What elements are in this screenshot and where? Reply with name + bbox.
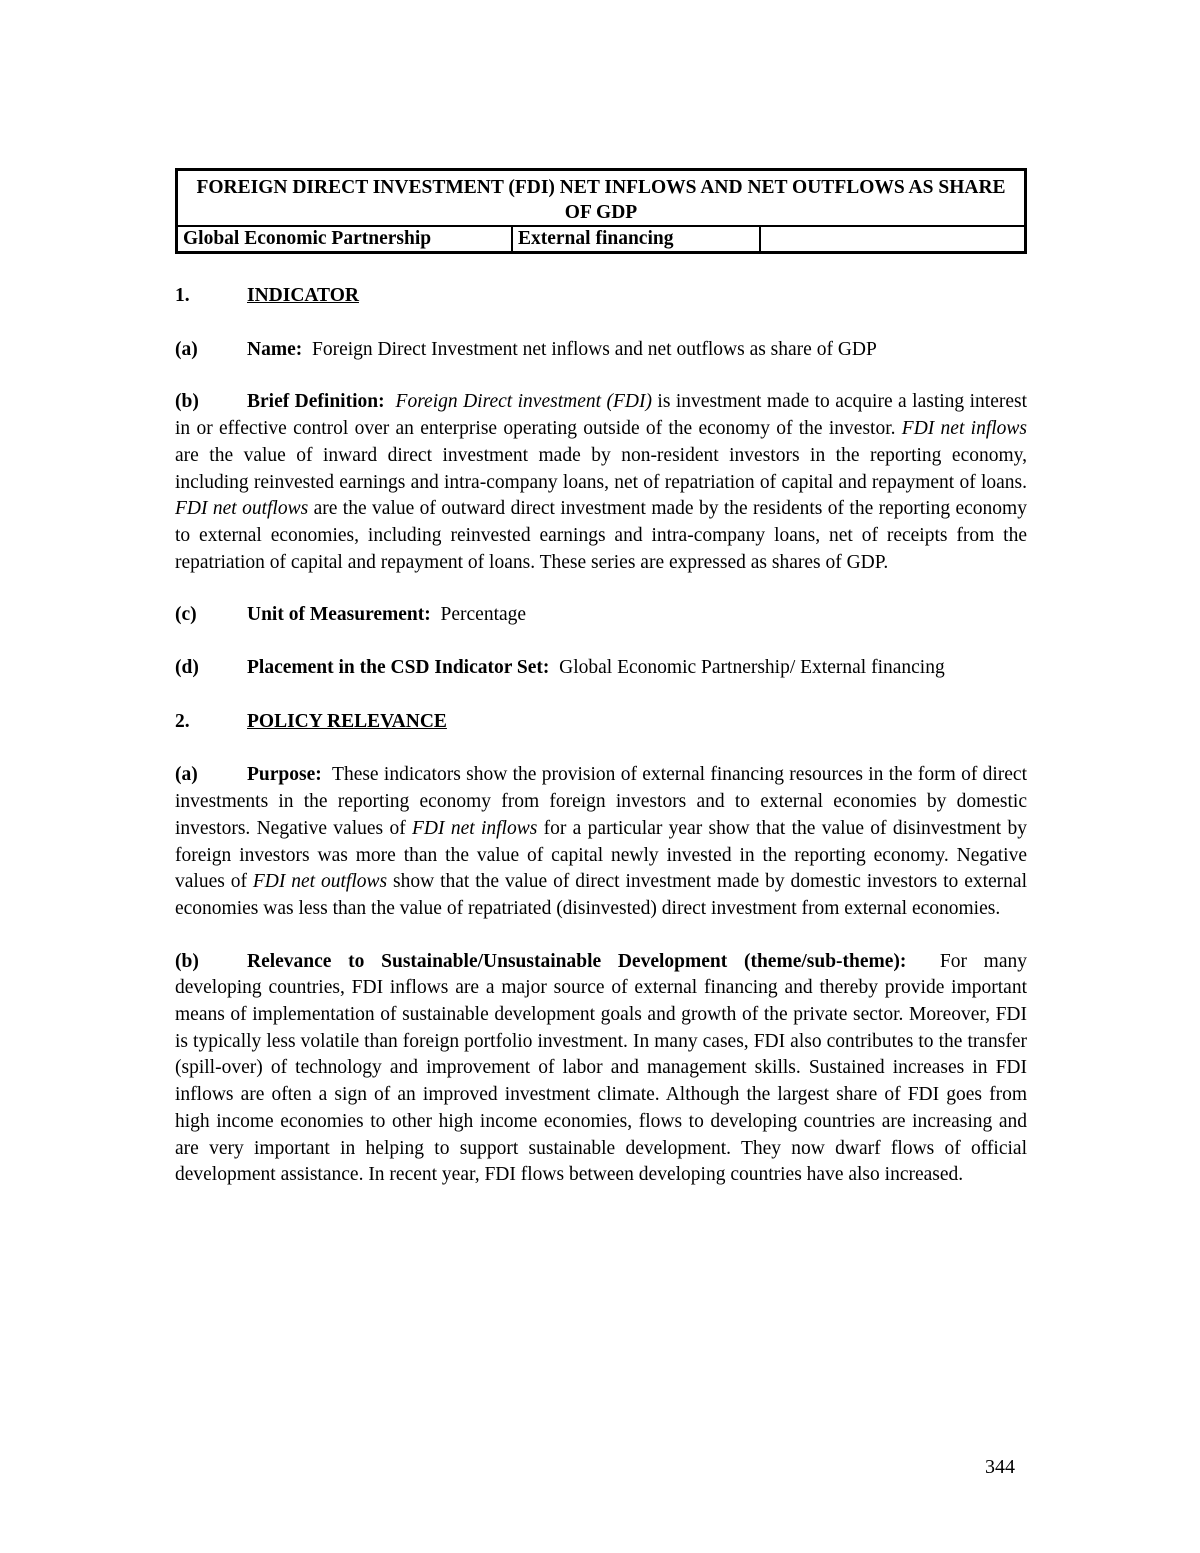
purpose-text-3: show that the value of direct investment made by domestic investors to external economies was less than the value of repatriated (disinvested) direct investment from external economies.: [175, 871, 1027, 919]
item-text: Global Economic Partnership/ External financing: [559, 657, 945, 679]
fdi-net-outflows-term: FDI net outflows: [175, 498, 309, 520]
indicator-header-table: [175, 168, 1027, 254]
name-item: [175, 337, 1027, 364]
fdi-net-inflows-term: FDI net inflows: [901, 418, 1027, 440]
item-label: (b): [175, 391, 199, 413]
item-term: Placement in the CSD Indicator Set:: [247, 657, 550, 679]
empty-cell: [760, 226, 1026, 253]
item-label: (c): [175, 604, 197, 626]
page-number: 344: [985, 1456, 1015, 1478]
fdi-net-inflows-term: FDI net inflows: [412, 817, 538, 839]
definition-text-3: are the value of outward direct investment made by the residents of the reporting economy to external economies, including reinvested earnings and intra-company loans, net of receipts from the repatriation of capital and repayment of loans. These series are expressed as shares of GDP.: [175, 498, 1027, 573]
definition-text-1: is investment made to acquire a lasting interest in or effective control over an enterprise operating outside of the economy of the investor.: [175, 391, 1028, 440]
relevance-item: [175, 949, 1027, 1189]
section-1-heading: [175, 283, 1027, 310]
item-term: Unit of Measurement:: [247, 604, 431, 626]
section-2-heading: [175, 709, 1027, 736]
section-2-number: 2.: [175, 710, 190, 732]
item-label: (d): [175, 657, 199, 679]
fdi-net-outflows-term: FDI net outflows: [252, 871, 388, 893]
brief-definition-item: [175, 389, 1027, 576]
section-2-title: POLICY RELEVANCE: [247, 710, 447, 732]
item-term: Purpose:: [247, 764, 322, 786]
item-label: (b): [175, 950, 199, 972]
placement-item: [175, 655, 1027, 682]
item-text: For many developing countries, FDI inflows are a major source of external financing and thereby provide important means of implementation of sustainable development goals and growth of the private sector. Moreover, FDI is typically less volatile than foreign portfolio investment. In many cases, FDI also contributes to the transfer (spill-over) of technology and improvement of labor and management skills. Sustained increases in FDI inflows are often a sign of an improved investment climate. Although the largest share of FDI goes from high income economies to other high income economies, flows to developing countries are increasing and are very important in helping to support sustainable development. They now dwarf flows of official development assistance. In recent year, FDI flows between developing countries have also increased.: [175, 950, 1027, 1186]
item-term: Name:: [247, 338, 303, 360]
indicator-title: FOREIGN DIRECT INVESTMENT (FDI) NET INFLOWS AND NET OUTFLOWS AS SHARE OF GDP: [177, 170, 1026, 227]
item-label: (a): [175, 338, 198, 360]
unit-of-measurement-item: [175, 602, 1027, 629]
fdi-term: Foreign Direct investment (FDI): [395, 391, 652, 413]
purpose-text-2: for a particular year show that the value of disinvestment by foreign investors was more than the value of capital newly invested in the reporting economy. Negative values of: [175, 817, 1027, 893]
purpose-text-1: These indicators show the provision of external financing resources in the form of direct investments in the reporting economy from foreign investors and to external economies by domestic investors. Negative values of: [175, 764, 1028, 839]
item-term: Relevance to Sustainable/Unsustainable Development (theme/sub-theme):: [247, 950, 907, 972]
definition-text-2: are the value of inward direct investment made by non-resident investors in the reporting economy, including reinvested earnings and intra-company loans, net of repatriation of capital and repayment of loans.: [175, 444, 1027, 493]
subtheme-cell: External financing: [512, 226, 760, 253]
purpose-item: [175, 762, 1027, 922]
item-text: Percentage: [440, 604, 527, 626]
theme-cell: Global Economic Partnership: [177, 226, 513, 253]
document-page: [175, 168, 1027, 1189]
item-text: Foreign Direct Investment net inflows and net outflows as share of GDP: [311, 338, 877, 360]
item-term: Brief Definition:: [247, 391, 385, 413]
section-1-number: 1.: [175, 285, 190, 306]
section-1-title: INDICATOR: [247, 285, 359, 306]
item-label: (a): [175, 764, 198, 786]
